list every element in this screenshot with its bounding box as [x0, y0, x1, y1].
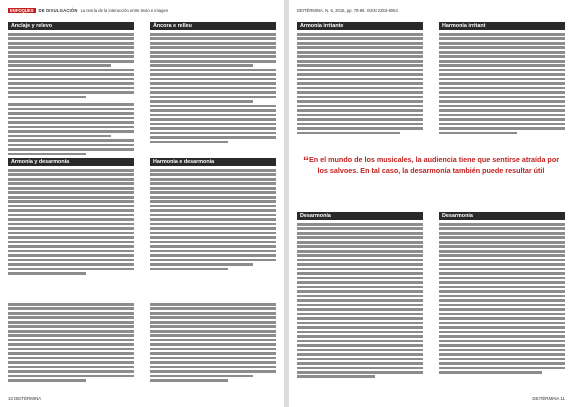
- section-header: Desarmonia: [439, 212, 565, 220]
- body-text: [439, 223, 565, 374]
- column-harmonia: [150, 158, 276, 272]
- section-tag-subtitle: DE DIVULGACIÓN: [38, 7, 78, 13]
- body-text: [8, 169, 134, 275]
- column-desarmonia: [297, 212, 423, 380]
- body-text: [8, 303, 134, 382]
- running-head-title: La teoría de la interacción entre texto e imagen: [80, 7, 169, 13]
- body-text: [297, 223, 423, 378]
- left-page: [0, 0, 284, 407]
- column-continuation: [150, 300, 276, 384]
- pull-quote-text: En el mundo de los musicales, la audiencia tiene que sentirse atraída por los salvoes. En tal caso, la desarmonía también puede resultar útil: [308, 155, 560, 175]
- body-text: [150, 303, 276, 382]
- running-head-right: [297, 6, 565, 14]
- page-number: DEITÉRMINA 11: [532, 396, 565, 401]
- section-header: Desarmonía: [297, 212, 423, 220]
- body-text: [439, 33, 565, 134]
- section-header: Anclaje y relevo: [8, 22, 134, 30]
- column-armonia-irritante: [297, 22, 423, 136]
- column-anclaje: [8, 22, 134, 157]
- running-head-citation: DEITÉRMINA, N. 5, 2015, pp. 78-86. ISSN 2253-8054: [297, 7, 398, 13]
- right-page: [289, 0, 573, 407]
- body-text: [150, 33, 276, 143]
- section-header: Harmonia e desarmonia: [150, 158, 276, 166]
- section-tag: ENFOQUES: [10, 7, 34, 13]
- column-harmonia-irritant: [439, 22, 565, 136]
- column-ancora: [150, 22, 276, 145]
- running-head-left: [8, 6, 276, 14]
- column-desarmonia-ca: [439, 212, 565, 375]
- page-number: 10 DEITÉRMINA: [8, 396, 42, 401]
- section-header: Armonía y desarmonía: [8, 158, 134, 166]
- body-text: [150, 169, 276, 270]
- pull-quote: [300, 155, 562, 175]
- body-text: [297, 33, 423, 134]
- column-armonia: [8, 158, 134, 277]
- quote-mark-icon: “: [302, 154, 309, 168]
- section-header: Harmonia irritant: [439, 22, 565, 30]
- column-continuation: [8, 300, 134, 384]
- section-header: Armonía irritante: [297, 22, 423, 30]
- section-header: Áncora e relleu: [150, 22, 276, 30]
- body-text: [8, 33, 134, 155]
